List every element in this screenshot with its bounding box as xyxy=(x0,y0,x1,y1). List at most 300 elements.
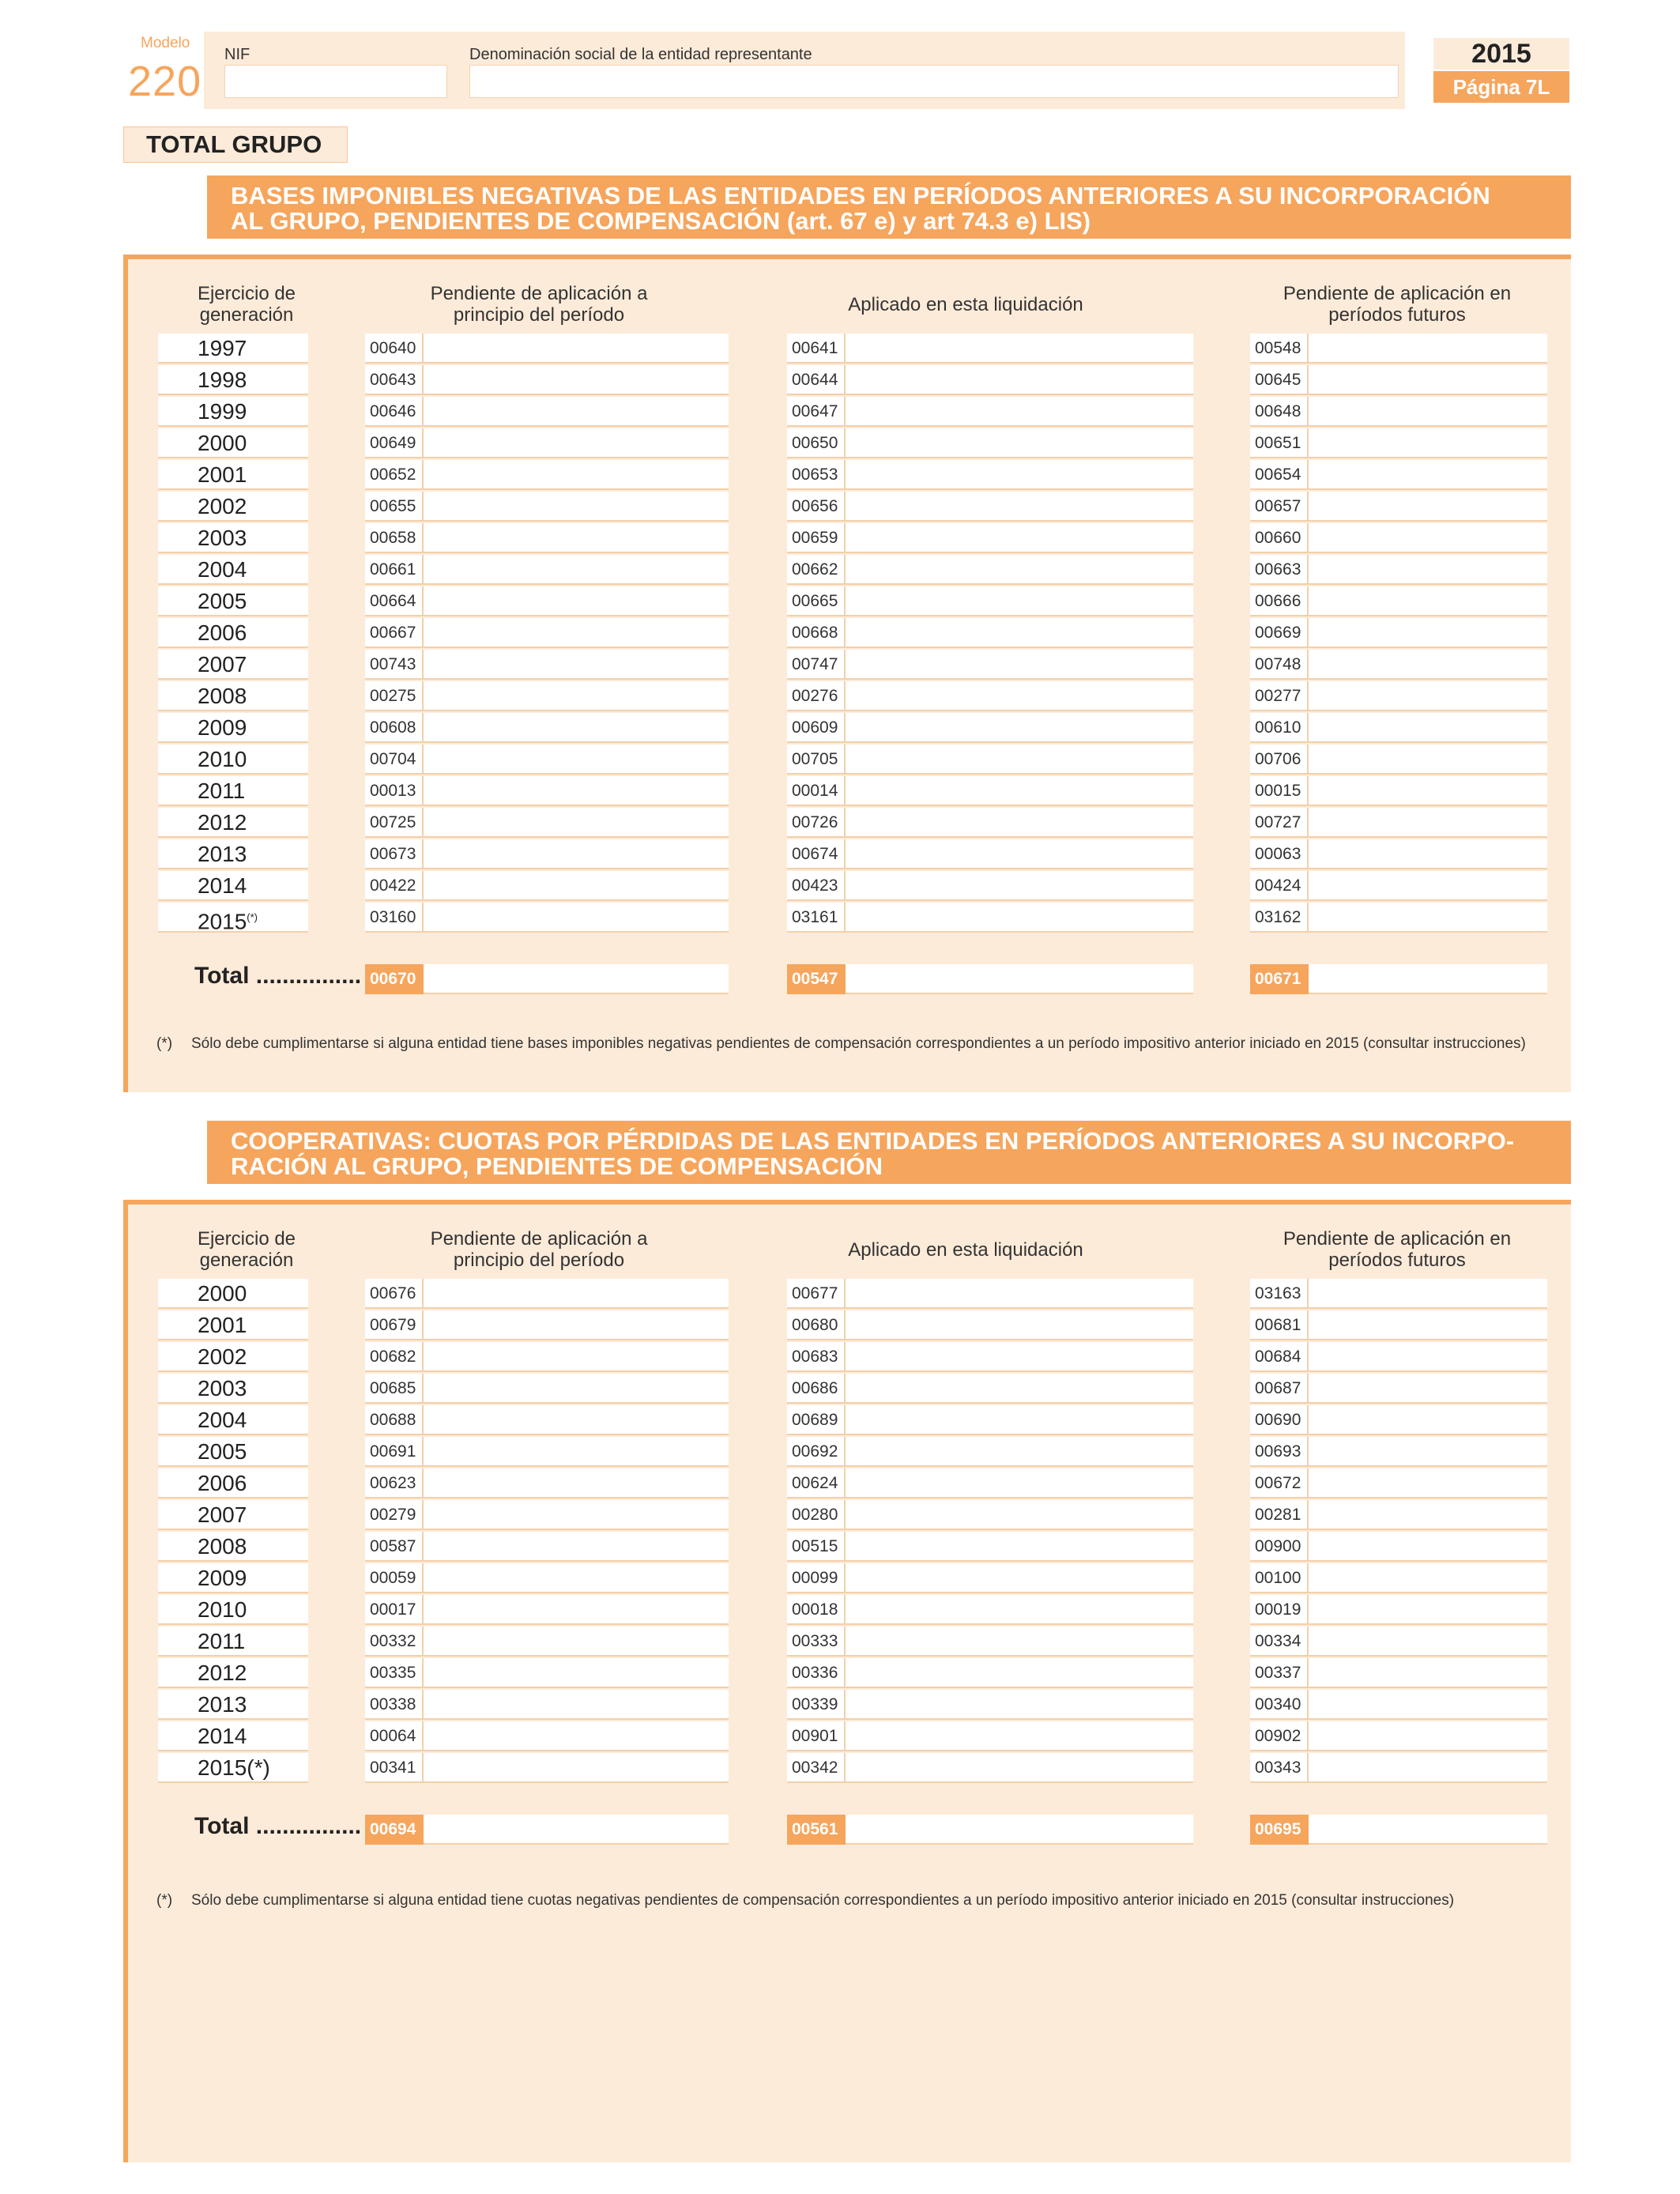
field-code: 00691 xyxy=(365,1437,424,1467)
field-code: 00727 xyxy=(1250,808,1309,838)
field-pending-start[interactable] xyxy=(365,1690,729,1720)
field-code: 00059 xyxy=(365,1563,424,1593)
field-pending-future[interactable] xyxy=(1250,428,1547,458)
field-applied[interactable] xyxy=(787,681,1193,711)
field-applied[interactable] xyxy=(787,871,1193,901)
col-header-applied: Aplicado en esta liquidación xyxy=(848,1239,1083,1261)
field-pending-start[interactable] xyxy=(365,555,729,585)
field-code: 00658 xyxy=(365,523,424,553)
field-code: 00609 xyxy=(787,713,846,743)
year-cell xyxy=(158,1437,308,1467)
field-code: 00652 xyxy=(365,460,424,490)
total-field-code: 00694 xyxy=(365,1815,424,1845)
field-code: 00339 xyxy=(787,1690,846,1720)
section2-panel xyxy=(123,1200,1571,2162)
year-label: 2015(*) xyxy=(198,1755,270,1780)
field-code: 00423 xyxy=(787,871,846,901)
field-code: 00340 xyxy=(1250,1690,1309,1720)
year-cell xyxy=(158,745,308,775)
field-pending-future[interactable] xyxy=(1250,681,1547,711)
field-code: 00683 xyxy=(787,1342,846,1372)
year-cell xyxy=(158,1595,308,1625)
year-label: 2004 xyxy=(198,1408,247,1432)
year-cell xyxy=(158,1563,308,1593)
section2-title-line2: RACIÓN AL GRUPO, PENDIENTES DE COMPENSACIÓN xyxy=(231,1152,883,1180)
total-field-applied[interactable] xyxy=(787,1815,1193,1845)
field-pending-start[interactable] xyxy=(365,460,729,490)
field-pending-start[interactable] xyxy=(365,618,729,648)
field-code: 00688 xyxy=(365,1405,424,1435)
field-applied[interactable] xyxy=(787,555,1193,585)
footnote-text: Sólo debe cumplimentarse si alguna entidad tiene cuotas negativas pendientes de compensación correspondientes a un período impositivo anterior iniciado en 2015 (consultar instrucciones) xyxy=(191,1892,1455,1909)
field-code: 00643 xyxy=(365,365,424,395)
field-code: 00672 xyxy=(1250,1468,1309,1498)
year-cell xyxy=(158,1310,308,1340)
total-field-applied[interactable] xyxy=(787,964,1193,994)
field-applied[interactable] xyxy=(787,428,1193,458)
field-code: 00641 xyxy=(787,334,846,364)
field-pending-future[interactable] xyxy=(1250,1721,1547,1751)
nif-label: NIF xyxy=(224,46,250,63)
year-cell xyxy=(158,618,308,648)
field-code: 00660 xyxy=(1250,523,1309,553)
field-pending-start[interactable] xyxy=(365,1563,729,1593)
field-code: 00686 xyxy=(787,1374,846,1404)
field-code: 00279 xyxy=(365,1500,424,1530)
field-code: 00677 xyxy=(787,1279,846,1309)
year-cell xyxy=(158,397,308,427)
field-pending-start[interactable] xyxy=(365,1405,729,1435)
field-pending-start[interactable] xyxy=(365,1753,729,1783)
field-pending-start[interactable] xyxy=(365,681,729,711)
year-label: 2002 xyxy=(198,494,247,518)
field-code: 03162 xyxy=(1250,903,1309,933)
col-header-year-line2: generación xyxy=(199,1250,294,1271)
field-code: 00276 xyxy=(787,681,846,711)
field-code: 00650 xyxy=(787,428,846,458)
year-label: 1998 xyxy=(198,368,247,392)
field-pending-future[interactable] xyxy=(1250,1468,1547,1498)
field-pending-start[interactable] xyxy=(365,334,729,364)
field-code: 00726 xyxy=(787,808,846,838)
field-pending-future[interactable] xyxy=(1250,808,1547,838)
field-code: 00743 xyxy=(365,650,424,680)
field-code: 00659 xyxy=(787,523,846,553)
field-pending-future[interactable] xyxy=(1250,618,1547,648)
field-applied[interactable] xyxy=(787,492,1193,522)
field-applied[interactable] xyxy=(787,1627,1193,1657)
field-pending-future[interactable] xyxy=(1250,1405,1547,1435)
field-pending-start[interactable] xyxy=(365,713,729,743)
field-code: 00515 xyxy=(787,1532,846,1562)
field-code: 00645 xyxy=(1250,365,1309,395)
year-cell xyxy=(158,586,308,616)
year-label: 2004 xyxy=(198,557,247,582)
field-pending-start[interactable] xyxy=(365,650,729,680)
field-pending-future[interactable] xyxy=(1250,1690,1547,1720)
year-label: 2006 xyxy=(198,1471,247,1495)
field-applied[interactable] xyxy=(787,1342,1193,1372)
field-applied[interactable] xyxy=(787,1753,1193,1783)
field-code: 00281 xyxy=(1250,1500,1309,1530)
field-code: 00748 xyxy=(1250,650,1309,680)
year-cell xyxy=(158,1374,308,1404)
field-pending-future[interactable] xyxy=(1250,523,1547,553)
section2-title-line1: COOPERATIVAS: CUOTAS POR PÉRDIDAS DE LAS ENTIDADES EN PERÍODOS ANTERIORES A SU INCORPO- xyxy=(231,1127,1515,1155)
field-pending-future[interactable] xyxy=(1250,776,1547,806)
year-cell xyxy=(158,681,308,711)
field-code: 00656 xyxy=(787,492,846,522)
field-applied[interactable] xyxy=(787,618,1193,648)
field-code: 00015 xyxy=(1250,776,1309,806)
field-code: 00064 xyxy=(365,1721,424,1751)
field-code: 00900 xyxy=(1250,1532,1309,1562)
field-code: 00747 xyxy=(787,650,846,680)
col-header-year-line1: Ejercicio de xyxy=(197,1228,296,1250)
field-code: 00280 xyxy=(787,1500,846,1530)
field-pending-start[interactable] xyxy=(365,1595,729,1625)
field-code: 00685 xyxy=(365,1374,424,1404)
field-code: 03163 xyxy=(1250,1279,1309,1309)
field-code: 00684 xyxy=(1250,1342,1309,1372)
denominacion-input[interactable] xyxy=(469,65,1399,98)
total-field-pending-future[interactable] xyxy=(1250,964,1547,994)
col-header-pending-start-line1: Pendiente de aplicación a xyxy=(430,283,648,304)
field-code: 03161 xyxy=(787,903,846,933)
field-code: 00687 xyxy=(1250,1374,1309,1404)
year-label: 2012 xyxy=(198,810,247,835)
field-pending-future[interactable] xyxy=(1250,1532,1547,1562)
year-cell xyxy=(158,523,308,553)
field-code: 00651 xyxy=(1250,428,1309,458)
year-footnote-mark: (*) xyxy=(247,911,258,923)
field-pending-start[interactable] xyxy=(365,1468,729,1498)
field-pending-future[interactable] xyxy=(1250,903,1547,933)
field-pending-start[interactable] xyxy=(365,745,729,775)
year-label: 2007 xyxy=(198,1502,247,1527)
field-pending-future[interactable] xyxy=(1250,1627,1547,1657)
field-pending-future[interactable] xyxy=(1250,1500,1547,1530)
field-code: 00646 xyxy=(365,397,424,427)
field-pending-start[interactable] xyxy=(365,1374,729,1404)
field-code: 00649 xyxy=(365,428,424,458)
field-code: 00647 xyxy=(787,397,846,427)
field-code: 00689 xyxy=(787,1405,846,1435)
field-code: 00424 xyxy=(1250,871,1309,901)
year-label: 2008 xyxy=(198,1534,247,1559)
footnote-marker: (*) xyxy=(156,1892,173,1909)
field-code: 00664 xyxy=(365,586,424,616)
field-pending-future[interactable] xyxy=(1250,1437,1547,1467)
section1-title-line2: AL GRUPO, PENDIENTES DE COMPENSACIÓN (art. 67 e) y art 74.3 e) LIS) xyxy=(231,207,1091,235)
field-code: 00704 xyxy=(365,745,424,775)
col-header-year xyxy=(168,283,326,326)
field-code: 00681 xyxy=(1250,1310,1309,1340)
total-field-pending-future[interactable] xyxy=(1250,1815,1547,1845)
year-cell xyxy=(158,1627,308,1657)
field-code: 00623 xyxy=(365,1468,424,1498)
field-code: 00674 xyxy=(787,839,846,869)
field-pending-future[interactable] xyxy=(1250,745,1547,775)
field-pending-start[interactable] xyxy=(365,586,729,616)
field-code: 00653 xyxy=(787,460,846,490)
field-pending-start[interactable] xyxy=(365,397,729,427)
field-pending-future[interactable] xyxy=(1250,492,1547,522)
field-pending-start[interactable] xyxy=(365,1532,729,1562)
field-pending-start[interactable] xyxy=(365,1658,729,1688)
year-label: 2003 xyxy=(198,1376,247,1400)
year-label: 2003 xyxy=(198,526,247,550)
year-cell xyxy=(158,1532,308,1562)
field-code: 00013 xyxy=(365,776,424,806)
field-applied[interactable] xyxy=(787,1690,1193,1720)
field-code: 00679 xyxy=(365,1310,424,1340)
field-pending-future[interactable] xyxy=(1250,839,1547,869)
field-applied[interactable] xyxy=(787,650,1193,680)
field-applied[interactable] xyxy=(787,1374,1193,1404)
col-header-year-line1: Ejercicio de xyxy=(197,283,296,304)
field-pending-future[interactable] xyxy=(1250,1310,1547,1340)
total-field-code: 00561 xyxy=(787,1815,846,1845)
year-label: 2002 xyxy=(198,1344,247,1369)
col-header-pending-start-line2: principio del período xyxy=(453,1250,625,1271)
field-code: 00099 xyxy=(787,1563,846,1593)
year-label: 2005 xyxy=(198,1439,247,1464)
field-code: 00277 xyxy=(1250,681,1309,711)
year-cell xyxy=(158,650,308,680)
denominacion-label: Denominación social de la entidad representante xyxy=(469,46,812,63)
field-code: 00667 xyxy=(365,618,424,648)
field-code: 00342 xyxy=(787,1753,846,1783)
field-code: 00692 xyxy=(787,1437,846,1467)
field-pending-future[interactable] xyxy=(1250,650,1547,680)
year-cell xyxy=(158,1500,308,1530)
year-cell xyxy=(158,428,308,458)
total-field-code: 00695 xyxy=(1250,1815,1309,1845)
field-code: 00690 xyxy=(1250,1405,1309,1435)
field-applied[interactable] xyxy=(787,1658,1193,1688)
field-applied[interactable] xyxy=(787,397,1193,427)
field-pending-start[interactable] xyxy=(365,523,729,553)
field-applied[interactable] xyxy=(787,1721,1193,1751)
field-code: 00680 xyxy=(787,1310,846,1340)
field-pending-start[interactable] xyxy=(365,1279,729,1309)
field-applied[interactable] xyxy=(787,334,1193,364)
year-label: 2014 xyxy=(198,1724,247,1748)
year-label: 2011 xyxy=(198,1629,246,1653)
field-code: 00100 xyxy=(1250,1563,1309,1593)
field-applied[interactable] xyxy=(787,1595,1193,1625)
field-applied[interactable] xyxy=(787,1310,1193,1340)
year-label: 2009 xyxy=(198,1566,247,1590)
field-code: 00676 xyxy=(365,1279,424,1309)
year-cell xyxy=(158,1690,308,1720)
section2-title xyxy=(207,1121,1571,1184)
field-applied[interactable] xyxy=(787,745,1193,775)
field-pending-future[interactable] xyxy=(1250,713,1547,743)
field-applied[interactable] xyxy=(787,1532,1193,1562)
field-pending-start[interactable] xyxy=(365,492,729,522)
field-applied[interactable] xyxy=(787,808,1193,838)
modelo-number: 220 xyxy=(128,58,202,105)
field-pending-start[interactable] xyxy=(365,871,729,901)
field-pending-start[interactable] xyxy=(365,365,729,395)
col-header-pending-start xyxy=(357,283,721,326)
year-label: 1997 xyxy=(198,336,247,360)
year-label: 2014 xyxy=(198,873,247,898)
total-field-code: 00670 xyxy=(365,964,424,994)
field-pending-future[interactable] xyxy=(1250,1279,1547,1309)
field-pending-future[interactable] xyxy=(1250,334,1547,364)
field-pending-future[interactable] xyxy=(1250,1753,1547,1783)
field-pending-start[interactable] xyxy=(365,808,729,838)
year-cell xyxy=(158,334,308,364)
field-code: 00341 xyxy=(365,1753,424,1783)
total-field-pending-start[interactable] xyxy=(365,1815,729,1845)
field-code: 00725 xyxy=(365,808,424,838)
field-code: 00333 xyxy=(787,1627,846,1657)
field-pending-future[interactable] xyxy=(1250,1374,1547,1404)
group-title: TOTAL GRUPO xyxy=(123,126,348,163)
field-applied[interactable] xyxy=(787,1437,1193,1467)
col-header-applied: Aplicado en esta liquidación xyxy=(848,294,1083,315)
year-label: 2005 xyxy=(198,589,247,613)
field-applied[interactable] xyxy=(787,839,1193,869)
field-applied[interactable] xyxy=(787,776,1193,806)
field-applied[interactable] xyxy=(787,1279,1193,1309)
field-code: 00338 xyxy=(365,1690,424,1720)
total-field-pending-start[interactable] xyxy=(365,964,729,994)
field-pending-future[interactable] xyxy=(1250,460,1547,490)
field-code: 00682 xyxy=(365,1342,424,1372)
year-label: 2015 xyxy=(198,909,247,934)
field-code: 00019 xyxy=(1250,1595,1309,1625)
field-pending-future[interactable] xyxy=(1250,365,1547,395)
field-applied[interactable] xyxy=(787,713,1193,743)
section1-title xyxy=(207,175,1571,239)
field-code: 00693 xyxy=(1250,1437,1309,1467)
field-code: 00673 xyxy=(365,839,424,869)
field-pending-future[interactable] xyxy=(1250,1563,1547,1593)
field-applied[interactable] xyxy=(787,903,1193,933)
field-code: 00334 xyxy=(1250,1627,1309,1657)
total-label: Total ................ xyxy=(194,963,362,989)
field-applied[interactable] xyxy=(787,1563,1193,1593)
field-code: 00275 xyxy=(365,681,424,711)
field-pending-start[interactable] xyxy=(365,776,729,806)
year-label: 2009 xyxy=(198,715,247,740)
total-label: Total ................ xyxy=(194,1813,362,1839)
field-pending-start[interactable] xyxy=(365,1721,729,1751)
field-pending-start[interactable] xyxy=(365,1627,729,1657)
field-code: 00901 xyxy=(787,1721,846,1751)
year-cell xyxy=(158,776,308,806)
year-cell xyxy=(158,808,308,838)
year-label: 2000 xyxy=(198,1281,247,1306)
col-header-pending-future-line2: períodos futuros xyxy=(1328,304,1466,326)
field-code: 00902 xyxy=(1250,1721,1309,1751)
field-code: 00063 xyxy=(1250,839,1309,869)
field-code: 00336 xyxy=(787,1658,846,1688)
field-pending-future[interactable] xyxy=(1250,586,1547,616)
field-pending-future[interactable] xyxy=(1250,555,1547,585)
field-pending-start[interactable] xyxy=(365,1342,729,1372)
field-code: 00644 xyxy=(787,365,846,395)
year-cell xyxy=(158,1279,308,1309)
field-code: 00337 xyxy=(1250,1658,1309,1688)
year-cell xyxy=(158,365,308,395)
field-code: 00343 xyxy=(1250,1753,1309,1783)
year-cell xyxy=(158,903,308,933)
field-pending-start[interactable] xyxy=(365,903,729,933)
col-header-pending-start xyxy=(357,1228,721,1271)
year-label: 2013 xyxy=(198,842,247,866)
year-cell xyxy=(158,1468,308,1498)
field-pending-future[interactable] xyxy=(1250,397,1547,427)
field-pending-start[interactable] xyxy=(365,1500,729,1530)
field-pending-start[interactable] xyxy=(365,839,729,869)
year-cell xyxy=(158,460,308,490)
field-code: 00610 xyxy=(1250,713,1309,743)
year-cell xyxy=(158,1658,308,1688)
col-header-pending-future xyxy=(1247,283,1547,326)
field-pending-future[interactable] xyxy=(1250,1658,1547,1688)
col-header-pending-start-line2: principio del período xyxy=(453,304,625,326)
footnote-text: Sólo debe cumplimentarse si alguna entidad tiene bases imponibles negativas pendientes de compensación correspondientes a un período impositivo anterior iniciado en 2015 (consultar instrucciones) xyxy=(191,1035,1526,1052)
field-code: 00332 xyxy=(365,1627,424,1657)
field-applied[interactable] xyxy=(787,460,1193,490)
field-code: 00655 xyxy=(365,492,424,522)
field-code: 00661 xyxy=(365,555,424,585)
nif-input[interactable] xyxy=(224,65,447,98)
year-label: 2000 xyxy=(198,431,247,455)
field-code: 03160 xyxy=(365,903,424,933)
field-pending-start[interactable] xyxy=(365,428,729,458)
field-code: 00422 xyxy=(365,871,424,901)
field-code: 00548 xyxy=(1250,334,1309,364)
field-code: 00654 xyxy=(1250,460,1309,490)
footnote-marker: (*) xyxy=(156,1035,173,1052)
section1-title-line1: BASES IMPONIBLES NEGATIVAS DE LAS ENTIDADES EN PERÍODOS ANTERIORES A SU INCORPORACIÓN xyxy=(231,182,1490,209)
field-pending-start[interactable] xyxy=(365,1437,729,1467)
field-applied[interactable] xyxy=(787,1500,1193,1530)
field-code: 00706 xyxy=(1250,745,1309,775)
total-field-code: 00671 xyxy=(1250,964,1309,994)
field-pending-future[interactable] xyxy=(1250,1342,1547,1372)
field-code: 00624 xyxy=(787,1468,846,1498)
field-pending-future[interactable] xyxy=(1250,871,1547,901)
field-applied[interactable] xyxy=(787,1468,1193,1498)
col-header-pending-future xyxy=(1247,1228,1547,1271)
year-badge: 2015 xyxy=(1433,38,1569,70)
field-code: 00666 xyxy=(1250,586,1309,616)
field-code: 00608 xyxy=(365,713,424,743)
year-label: 2007 xyxy=(198,652,247,677)
field-applied[interactable] xyxy=(787,586,1193,616)
modelo-label: Modelo xyxy=(141,35,190,51)
col-header-pending-future-line2: períodos futuros xyxy=(1328,1250,1466,1271)
year-cell xyxy=(158,871,308,901)
header-box xyxy=(204,32,1405,109)
year-cell xyxy=(158,1405,308,1435)
field-applied[interactable] xyxy=(787,365,1193,395)
field-code: 00014 xyxy=(787,776,846,806)
field-pending-future[interactable] xyxy=(1250,1595,1547,1625)
field-applied[interactable] xyxy=(787,1405,1193,1435)
page-badge: Página 7L xyxy=(1433,71,1569,103)
field-applied[interactable] xyxy=(787,523,1193,553)
field-pending-start[interactable] xyxy=(365,1310,729,1340)
